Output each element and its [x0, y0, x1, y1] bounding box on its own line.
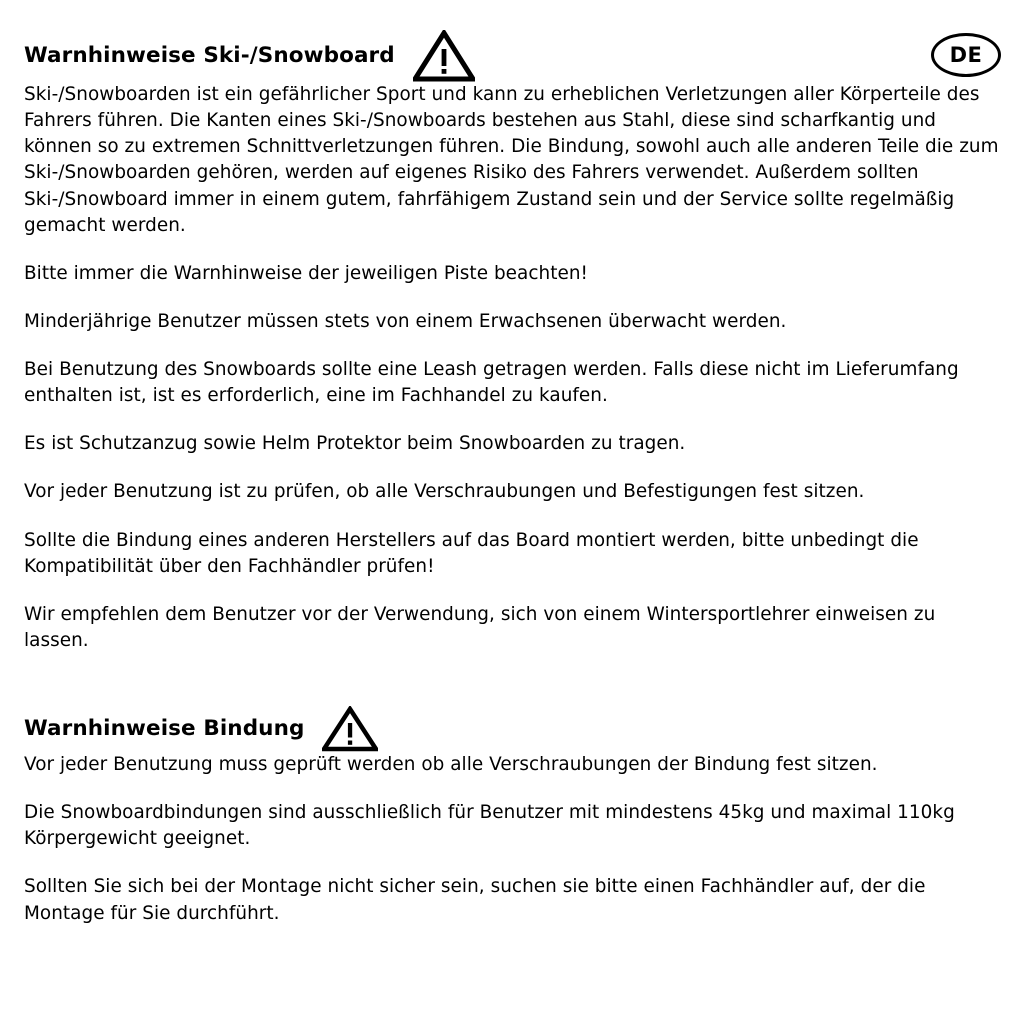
section-heading-bindung: [24, 706, 1003, 752]
paragraph: Es ist Schutzanzug sowie Helm Protektor beim Snowboarden zu tragen.: [24, 433, 686, 455]
paragraph: Die Snowboardbindungen sind ausschließlich für Benutzer mit mindestens 45kg und maximal 110kg Körpergewicht geeignet.: [24, 802, 955, 850]
section-title: Warnhinweise Bindung: [24, 716, 305, 742]
section-heading-ski-snowboard: [24, 30, 1003, 82]
paragraph: Bitte immer die Warnhinweise der jeweiligen Piste beachten!: [24, 262, 588, 284]
country-code-label: DE: [949, 43, 983, 67]
country-code-badge: [931, 33, 1001, 77]
paragraph: Sollte die Bindung eines anderen Herstellers auf das Board montiert werden, bitte unbedingt die Kompatibilität über den Fachhändler prüfen!: [24, 529, 919, 577]
paragraph: Minderjährige Benutzer müssen stets von einem Erwachsenen überwacht werden.: [24, 310, 787, 332]
warning-triangle-icon: [322, 706, 378, 752]
paragraph: Vor jeder Benutzung muss geprüft werden ob alle Verschraubungen der Bindung fest sitzen.: [24, 754, 878, 775]
paragraph: Vor jeder Benutzung ist zu prüfen, ob alle Verschraubungen und Befestigungen fest sitzen.: [24, 481, 865, 503]
paragraph: Bei Benutzung des Snowboards sollte eine Leash getragen werden. Falls diese nicht im Lieferumfang enthalten ist, ist es erforderlich, eine im Fachhandel zu kaufen.: [24, 359, 959, 407]
paragraph: Ski-/Snowboarden ist ein gefährlicher Sport und kann zu erheblichen Verletzungen aller Körperteile des Fahrers führen. Die Kanten eines Ski-/Snowboards bestehen aus Stahl, diese sind scharfkantig und können so zu extremen Schnittverletzungen führen. Die Bindung, sowohl auch alle anderen Teile die zum Ski-/Snowboarden gehören, werden auf eigenes Risiko des Fahrers verwendet. Außerdem sollten Ski-/Snowboard immer in einem gutem, fahrfähigem Zustand sein und der Service sollte regelmäßig gemacht werden.: [24, 84, 999, 236]
paragraph: Sollten Sie sich bei der Montage nicht sicher sein, suchen sie bitte einen Fachhändler auf, der die Montage für Sie durchführt.: [24, 876, 926, 924]
warning-triangle-icon: [413, 30, 475, 82]
paragraph: Wir empfehlen dem Benutzer vor der Verwendung, sich von einem Wintersportlehrer einweisen zu lassen.: [24, 603, 936, 651]
section-title: Warnhinweise Ski-/Snowboard: [24, 43, 395, 69]
